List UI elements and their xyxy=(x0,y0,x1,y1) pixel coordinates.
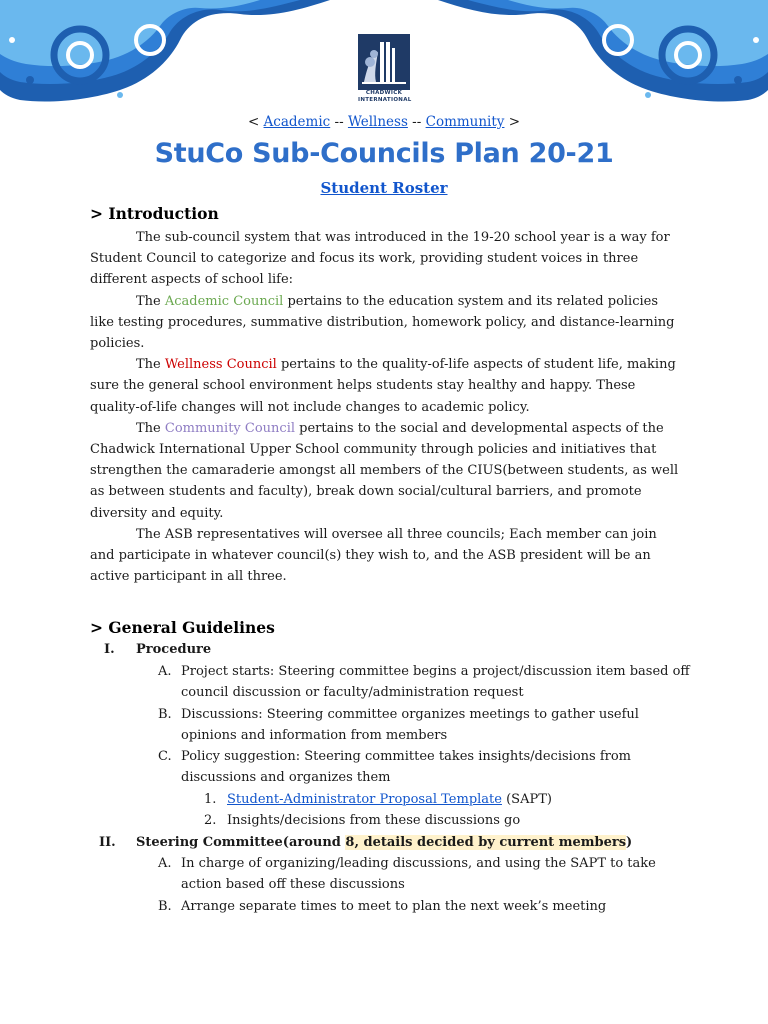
sapt-item xyxy=(227,789,552,810)
paragraph-prefix: The xyxy=(136,357,165,373)
list-letter: A. xyxy=(158,856,172,871)
nav-close-bracket: > xyxy=(504,114,521,130)
academic-council-paragraph xyxy=(90,291,680,355)
asb-paragraph: The ASB representatives will oversee all three councils; Each member can join and participate in whatever council(s) they wish to, and the ASB president will be an active participant in all three. xyxy=(90,526,657,585)
policy-suggestion-item-cont: discussions and organizes them xyxy=(181,770,391,785)
general-guidelines-heading: > General Guidelines xyxy=(90,618,275,637)
academic-council-description: pertains to the education system and its related policies like testing procedures, summative distribution, homework policy, and distance-learning policies. xyxy=(90,293,675,352)
community-council-name: Community Council xyxy=(164,420,296,436)
discussions-item-cont: opinions and information from members xyxy=(181,728,448,743)
arrange-meetings-item: Arrange separate times to meet to plan the next week’s meeting xyxy=(181,899,607,914)
community-council-paragraph xyxy=(90,418,680,524)
project-starts-item: Project starts: Steering committee begins a project/discussion item based off xyxy=(181,664,690,679)
wellness-council-description: pertains to the quality-of-life aspects of student life, making sure the general school environment helps students stay healthy and happy. These quality-of-life changes will not include changes to academic policy. xyxy=(90,357,676,415)
section-number: II. xyxy=(99,835,116,850)
nav-separator: -- xyxy=(330,114,348,130)
wellness-council-paragraph xyxy=(90,354,680,418)
steering-committee-heading xyxy=(136,832,632,853)
introduction-heading: > Introduction xyxy=(90,204,219,223)
insights-item: Insights/decisions from these discussions go xyxy=(227,813,521,828)
nav-link-community[interactable]: Community xyxy=(425,114,505,130)
closing-paren: ) xyxy=(626,835,633,850)
proposal-template-link[interactable]: Student-Administrator Proposal Template xyxy=(227,792,502,807)
list-letter: B. xyxy=(158,707,172,722)
school-logo xyxy=(358,34,410,106)
logo-subtitle: INTERNATIONAL xyxy=(358,97,412,103)
logo-emblem xyxy=(358,34,410,90)
nav-link-academic[interactable]: Academic xyxy=(263,114,331,130)
logo-building-icon xyxy=(358,34,410,90)
nav-separator: -- xyxy=(407,114,426,130)
sapt-abbreviation: (SAPT) xyxy=(501,792,552,807)
highlighted-member-count: 8, details decided by current members xyxy=(345,835,627,850)
council-nav xyxy=(0,114,768,130)
organizing-item: In charge of organizing/leading discussions, and using the SAPT to take xyxy=(181,856,656,871)
logo-name: CHADWICK xyxy=(365,90,403,96)
organizing-item-cont: action based off these discussions xyxy=(181,877,405,892)
page-title: StuCo Sub-Councils Plan 20-21 xyxy=(154,138,614,169)
paragraph-prefix: The xyxy=(136,293,165,309)
intro-paragraph: The sub-council system that was introduced in the 19-20 school year is a way for Student Council to categorize and focus its work, providing student voices in three different aspects of school life: xyxy=(90,230,670,288)
list-number: 2. xyxy=(204,813,217,828)
steering-committee-title: Steering Committee(around xyxy=(136,835,346,850)
section-number: I. xyxy=(104,642,115,657)
list-letter: C. xyxy=(158,749,172,764)
community-council-description: pertains to the social and developmental aspects of the Chadwick International Upper School community through policies and initiatives that strengthen the camaraderie amongst all members of the CIUS(between students, as well as between students and faculty), break down social/cultural barriers, and promote diversity and equity. xyxy=(90,420,679,521)
roster-link-wrapper xyxy=(0,179,768,197)
nav-link-wellness[interactable]: Wellness xyxy=(347,114,408,130)
introduction-body xyxy=(90,227,680,587)
project-starts-item-cont: council discussion or faculty/administration request xyxy=(181,685,524,700)
paragraph-prefix: The xyxy=(136,420,165,436)
student-roster-link[interactable]: Student Roster xyxy=(320,179,448,197)
list-letter: A. xyxy=(158,664,172,679)
decorative-swirl-right xyxy=(438,0,768,110)
wellness-council-name: Wellness Council xyxy=(164,357,277,373)
academic-council-name: Academic Council xyxy=(164,293,284,309)
nav-open-bracket: < xyxy=(247,114,264,130)
decorative-swirl-left xyxy=(0,0,330,110)
list-number: 1. xyxy=(204,792,217,807)
policy-suggestion-item: Policy suggestion: Steering committee takes insights/decisions from xyxy=(181,749,632,764)
procedure-heading: Procedure xyxy=(136,642,212,657)
discussions-item: Discussions: Steering committee organizes meetings to gather useful xyxy=(181,707,639,722)
list-letter: B. xyxy=(158,899,172,914)
